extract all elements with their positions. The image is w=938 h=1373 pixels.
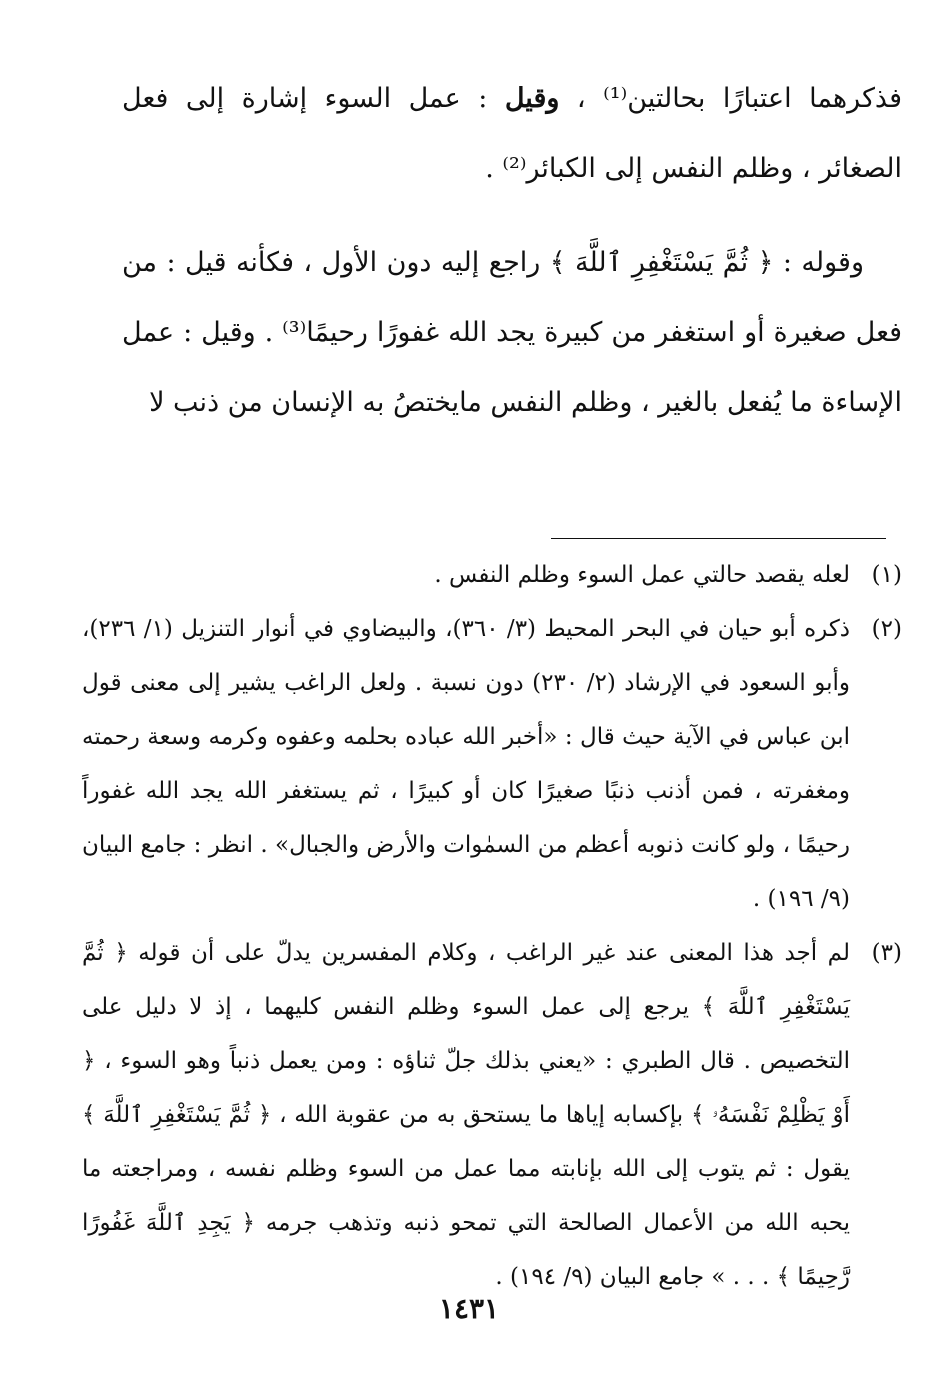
footnote-text: لم أجد هذا المعنى عند غير الراغب ، وكلام المفسرين يدلّ على أن قوله ﴿ ثُمَّ يَسْتَغْفِرِ ٱللَّهَ ﴾ يرجع إلى عمل السوء وظلم النفس كليهما ، إذ لا دليل على التخصيص . قال الطبري : «يعني بذلك جلّ ثناؤه : ومن يعمل ذنباً وهو السوء ، ﴿ أَوْ يَظْلِمْ نَفْسَهُۥ ﴾ بإكسابه إياها ما يستحق به من عقوبة الله ، ﴿ ثُمَّ يَسْتَغْفِرِ ٱللَّهَ ﴾ يقول : ثم يتوب إلى الله بإنابته مما عمل من السوء وظلم نفسه ، ومراجعته ما يحبه الله من الأعمال الصالحة التي تمحو ذنبه وتذهب جرمه ﴿ يَجِدِ ٱللَّهَ غَفُورًا رَّحِيمًا ﴾ . . . » جامع البيان (٩/ ١٩٤) .	[82, 940, 850, 1290]
footnote-number: (٣)	[871, 940, 902, 966]
footnote-number: (٢)	[871, 616, 902, 642]
main-paragraph-2	[122, 228, 902, 438]
footnote-number: (١)	[871, 562, 902, 588]
footnote-text: لعله يقصد حالتي عمل السوء وظلم النفس .	[434, 562, 850, 588]
footnotes-list	[82, 548, 902, 1304]
main-paragraph-1-emphasis: وقيل	[504, 83, 560, 114]
main-paragraph-1-part-2: : عمل السوء إشارة إلى فعل الصغائر ، وظلم النفس إلى الكبائر⁽²⁾ .	[122, 83, 902, 184]
footnote-2	[82, 602, 902, 926]
footnote-3	[82, 926, 902, 1304]
footnote-separator	[551, 538, 886, 539]
main-paragraph-1-part-1: فذكرهما اعتبارًا بحالتين⁽¹⁾ ،	[559, 83, 903, 114]
main-paragraph-2-text: وقوله : ﴿ ثُمَّ يَسْتَغْفِرِ ٱللَّهَ ﴾ راجع إليه دون الأول ، فكأنه قيل : من فعل صغيرة أو استغفر من كبيرة يجد الله غفورًا رحيمًا⁽³⁾ . وقيل : عمل الإساءة ما يُفعل بالغير ، وظلم النفس مايختصُ به الإنسان من ذنب لا	[122, 247, 902, 418]
page-number: ١٤٣١	[438, 1292, 500, 1325]
footnote-text: ذكره أبو حيان في البحر المحيط (٣/ ٣٦٠)، والبيضاوي في أنوار التنزيل (١/ ٢٣٦)، وأبو السعود في الإرشاد (٢/ ٢٣٠) دون نسبة . ولعل الراغب يشير إلى معنى قول ابن عباس في الآية حيث قال : «أخبر الله عباده بحلمه وعفوه وكرمه وسعة رحمته ومغفرته ، فمن أذنب ذنبًا صغيرًا كان أو كبيرًا ، ثم يستغفر الله يجد الله غفوراً رحيمًا ، ولو كانت ذنوبه أعظم من السمٰوات والأرض والجبال» . انظر : جامع البيان (٩/ ١٩٦) .	[82, 616, 851, 912]
footnote-1	[82, 548, 902, 602]
main-paragraph-1	[122, 64, 902, 204]
